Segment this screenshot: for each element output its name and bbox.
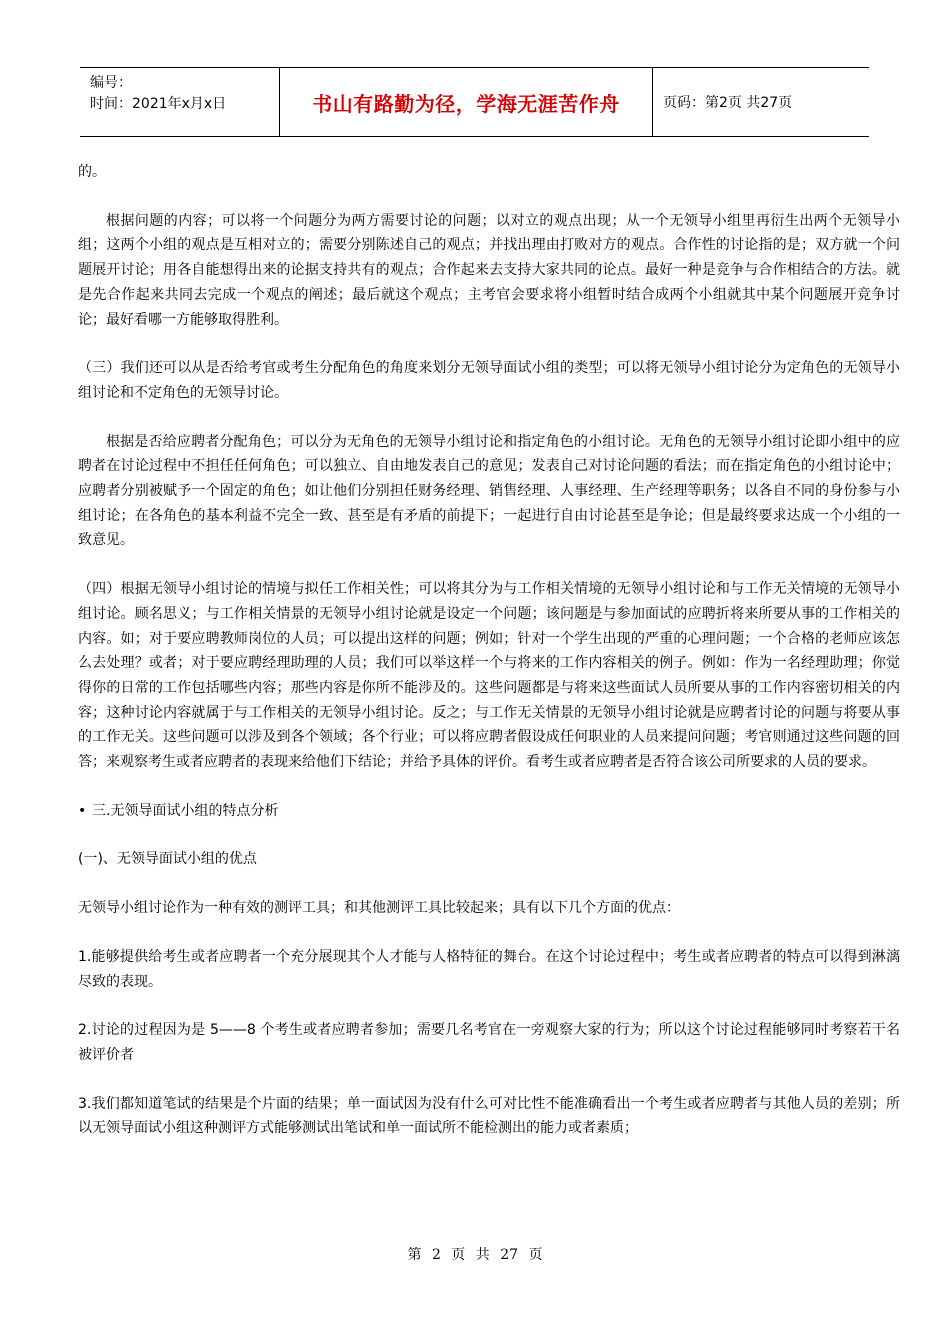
section-heading <box>78 799 900 824</box>
paragraph-continued: 的。 <box>78 164 106 180</box>
header-meta-cell <box>80 68 280 136</box>
section-heading-text: 三.无领导面试小组的特点分析 <box>92 802 279 819</box>
list-item: 2.讨论的过程因为是 5——8 个考生或者应聘者参加；需要几名考官在一旁观察大家的行为；所以这个讨论过程能够同时考察若干名被评价者 <box>78 1022 900 1063</box>
number-label: 编号： <box>90 75 132 91</box>
paragraph: 无领导小组讨论作为一种有效的测评工具；和其他测评工具比较起来；具有以下几个方面的优点： <box>78 900 680 917</box>
paragraph: （三）我们还可以从是否给考官或考生分配角色的角度来划分无领导面试小组的类型；可以将无领导小组讨论分为定角色的无领导小组讨论和不定角色的无领导讨论。 <box>78 360 900 401</box>
document-body <box>78 160 900 1141</box>
time-label: 时间：2021年x月x日 <box>90 96 227 112</box>
paragraph: 根据问题的内容；可以将一个问题分为两方需要讨论的问题；以对立的观点出现；从一个无领导小组里再衍生出两个无领导小组；这两个小组的观点是互相对立的；需要分别陈述自己的观点；并找出理由打败对方的观点。合作性的讨论指的是；双方就一个问题展开讨论；用各自能想得出来的论据支持共有的观点；合作起来去支持大家共同的论点。最好一种是竞争与合作相结合的方法。就是先合作起来共同去完成一个观点的阐述；最后就这个观点；主考官会要求将小组暂时结合成两个小组就其中某个问题展开竞争讨论；最好看哪一方能够取得胜利。 <box>78 212 900 328</box>
paragraph: （四）根据无领导小组讨论的情境与拟任工作相关性；可以将其分为与工作相关情境的无领导小组讨论和与工作无关情境的无领导小组讨论。顾名思义；与工作相关情景的无领导小组讨论就是设定一个问题；该问题是与参加面试的应聘折将来所要从事的工作相关的内容。如；对于要应聘教师岗位的人员；可以提出这样的问题；例如；针对一个学生出现的严重的心理问题；一个合格的老师应该怎么去处理？或者；对于要应聘经理助理的人员；我们可以举这样一个与将来的工作内容相关的例子。例如：作为一名经理助理；你觉得你的日常的工作包括哪些内容；那些内容是你所不能涉及的。这些问题都是与将来这些面试人员所要从事的工作内容密切相关的内容；这种讨论内容就属于与工作相关的无领导小组讨论。反之；与工作无关情景的无领导小组讨论就是应聘者讨论的问题与将要从事的工作无关。这些问题可以涉及到各个领域；各个行业；可以将应聘者假设成任何职业的人员来提问问题；考官则通过这些问题的回答；来观察考生或者应聘者的表现来给他们下结论；并给予具体的评价。看考生或者应聘者是否符合该公司所要求的人员的要求。 <box>78 581 900 771</box>
header-table <box>80 67 869 137</box>
header-motto-cell <box>280 68 653 136</box>
motto-text: 书山有路勤为径，学海无涯苦作舟 <box>312 91 620 116</box>
header-page-cell <box>653 68 869 136</box>
page-info: 页码：第2页 共27页 <box>663 95 793 111</box>
list-item: 1.能够提供给考生或者应聘者一个充分展现其个人才能与人格特征的舞台。在这个讨论过程中；考生或者应聘者的特点可以得到淋漓尽致的表现。 <box>78 948 900 990</box>
subsection-heading: (一)、无领导面试小组的优点 <box>78 851 257 868</box>
page-footer <box>0 1244 950 1264</box>
paragraph: 根据是否给应聘者分配角色；可以分为无角色的无领导小组讨论和指定角色的小组讨论。无角色的无领导小组讨论即小组中的应聘者在讨论过程中不担任任何角色；可以独立、自由地发表自己的意见；发表自己对讨论问题的看法；而在指定角色的小组讨论中；应聘者分别被赋予一个固定的角色；如让他们分别担任财务经理、销售经理、人事经理、生产经理等职务；以各自不同的身份参与小组讨论；在各角色的基本利益不完全一致、甚至是有矛盾的前提下；一起进行自由讨论甚至是争论；但是最终要求达成一个小组的一致意见。 <box>78 433 900 549</box>
footer-page-number: 第 2 页 共 27 页 <box>407 1247 543 1263</box>
bullet-icon: • <box>78 802 87 819</box>
list-item: 3.我们都知道笔试的结果是个片面的结果；单一面试因为没有什么可对比性不能准确看出一个考生或者应聘者与其他人员的差别；所以无领导面试小组这种测评方式能够测试出笔试和单一面试所不能检测出的能力或者素质； <box>78 1095 900 1137</box>
